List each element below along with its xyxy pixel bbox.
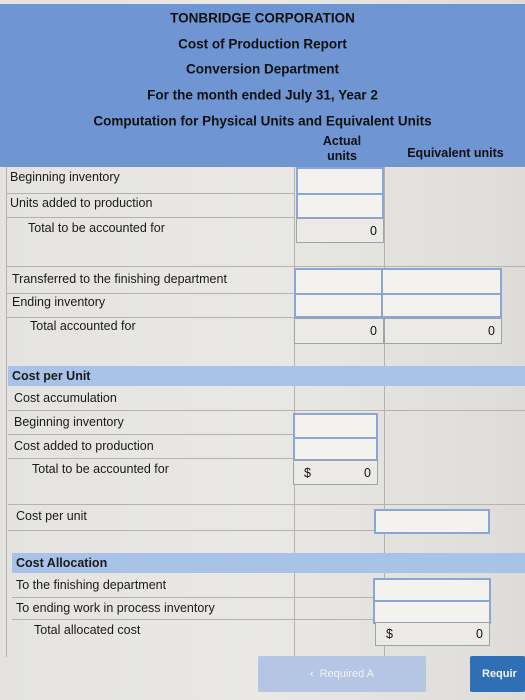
cost-beginning-label: Beginning inventory — [14, 415, 124, 429]
allocation-total: $ 0 — [375, 622, 490, 646]
units-total-accounted-label: Total accounted for — [30, 319, 136, 333]
units-total-label: Total to be accounted for — [28, 221, 165, 235]
previous-required-button[interactable]: ‹ Required A — [258, 656, 426, 692]
units-beginning-label: Beginning inventory — [10, 170, 120, 184]
cost-total: $ 0 — [293, 460, 378, 485]
units-ending-actual-input[interactable] — [294, 293, 384, 318]
cost-per-unit-equiv-input[interactable] — [374, 509, 490, 534]
chevron-left-icon: ‹ — [309, 668, 314, 680]
cost-allocation-section: Cost Allocation — [12, 553, 525, 573]
cost-total-label: Total to be accounted for — [32, 462, 169, 476]
cost-per-unit-section: Cost per Unit — [8, 366, 525, 386]
units-total-actual: 0 — [296, 218, 384, 243]
equivalent-units-header: Equivalent units — [407, 146, 504, 160]
company-name: TONBRIDGE CORPORATION — [0, 4, 525, 31]
allocation-finishing-label: To the finishing department — [16, 578, 167, 592]
department-title: Conversion Department — [0, 56, 525, 82]
actual-units-header: Actual units — [322, 134, 362, 163]
cost-beginning-input[interactable] — [293, 413, 378, 439]
units-added-actual-input[interactable] — [296, 193, 384, 219]
cost-added-input[interactable] — [293, 437, 378, 461]
allocation-ending-input[interactable] — [373, 600, 491, 624]
cost-per-unit-label: Cost per unit — [16, 509, 87, 523]
period-title: For the month ended July 31, Year 2 — [0, 82, 525, 108]
units-transferred-equiv-input[interactable] — [381, 268, 502, 295]
allocation-ending-label: To ending work in process inventory — [16, 601, 215, 615]
next-required-button[interactable]: Requir — [470, 656, 525, 692]
computation-title: Computation for Physical Units and Equivalent Units — [0, 108, 525, 133]
units-transferred-label: Transferred to the finishing department — [12, 272, 227, 286]
units-ending-equiv-input[interactable] — [381, 293, 502, 318]
cost-added-label: Cost added to production — [14, 439, 154, 453]
units-total-accounted-equiv: 0 — [384, 318, 502, 344]
units-added-label: Units added to production — [10, 196, 153, 210]
report-title: Cost of Production Report — [0, 31, 525, 56]
cost-accumulation-label: Cost accumulation — [14, 391, 117, 405]
allocation-total-label: Total allocated cost — [34, 623, 141, 637]
units-beginning-actual-input[interactable] — [296, 167, 384, 195]
units-ending-label: Ending inventory — [12, 295, 106, 309]
allocation-finishing-input[interactable] — [373, 578, 491, 602]
units-transferred-actual-input[interactable] — [294, 268, 384, 295]
units-total-accounted-actual: 0 — [294, 318, 384, 344]
